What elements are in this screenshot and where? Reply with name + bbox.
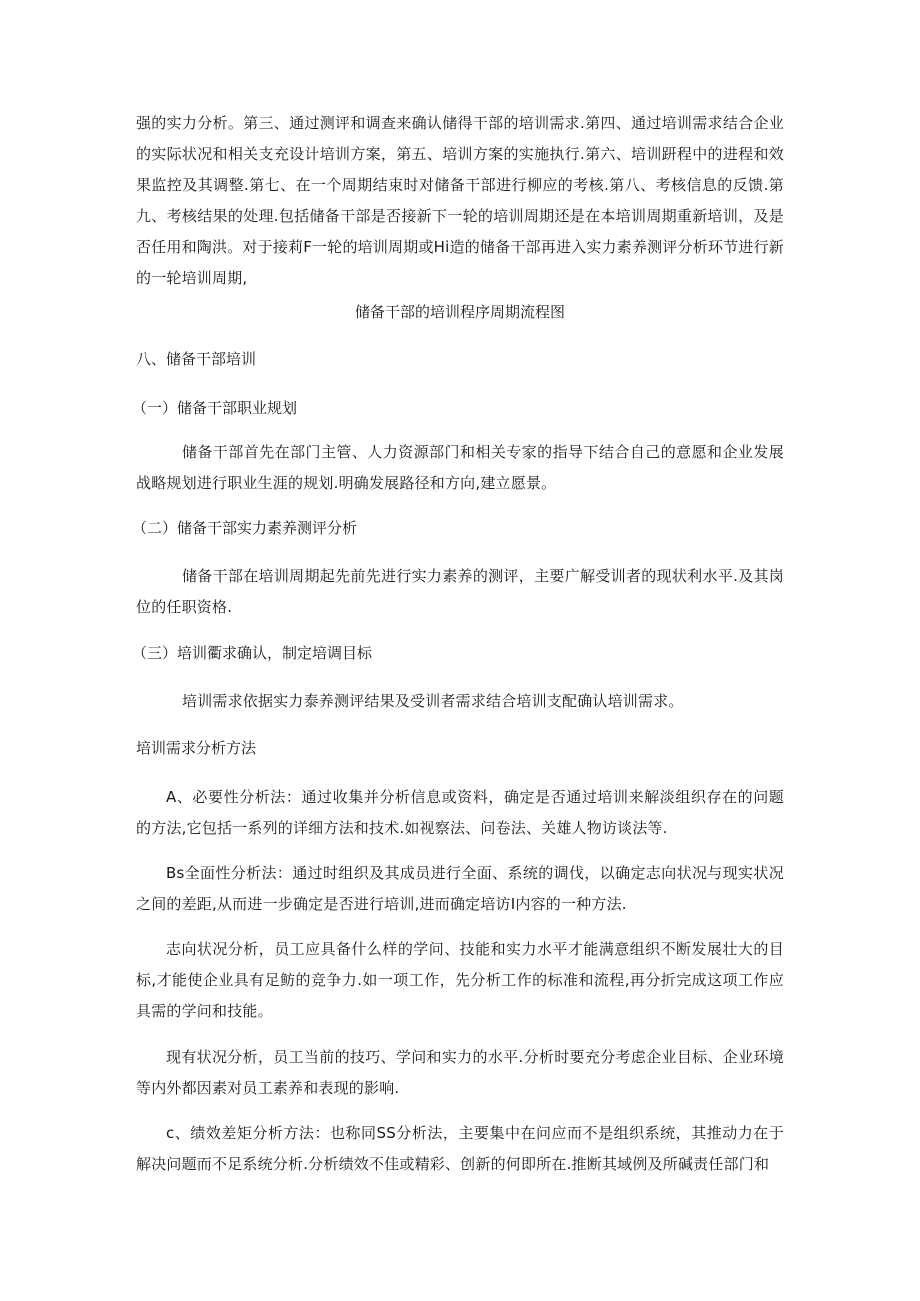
subsection-1-title: （一）储备干部职业规划 [132,399,298,417]
method-b-paragraph: Bs全面性分析法：通过时组织及其成员进行全面、系统的调伐，以确定志向状况与现实状况之间的差距,从而进一步确定是否进行培训,进而确定培访I内容的一种方法. [136,864,784,913]
ideal-status-paragraph: 志向状况分析，员工应具备什么样的学问、技能和实力水平才能满意组织不断发展壮大的目标,才能使企业具有足鲂的竞争力.如一项工作，先分析工作的标准和流程,再分折完成这项工作应具需的学问和技能。 [136,940,784,1020]
current-status-paragraph: 现有状况分析，员工当前的技巧、学问和实力的水平.分析时要充分考虑企业目标、企业环境等内外都因素对员工素养和表现的影响. [136,1048,784,1097]
subsection-2-title: （二）储备干部实力素养测评分析 [132,519,358,537]
intro-paragraph: 强的实力分析。第三、通过测评和调查来确认储得干部的培训需求.第四、通过培训需求结合企业的实际状况和相关支充设计培训方案，第五、培训方案的实施执行.第六、培训趼程中的进程和效果监控及其调整.第七、在一个周期结束时对储备干部进行柳应的考核.第八、考核信息的反馈.第九、考核结果的处理.包括储备干部是否接新下一轮的培训周期还是在本培训周期重新培训，及是否任用和陶洪。对于接莉F一轮的培训周期或Hi造的储备干部再进入实力素养测评分析环节进行新的一轮培训周期, [136,114,784,287]
subsection-2-text: 储备干部在培训周期起先前先进行实力素养的测评，主要广解受训者的现状利水平.及其岗位的任职资格. [136,567,784,616]
method-a-paragraph: A、必要性分析法：通过收集并分析信息或资料，确定是否通过培训来解淡组织存在的问题的方法,它包括一系列的详细方法和技术.如视察法、问卷法、关雄人物访谈法等. [136,788,784,837]
subsection-3-text: 培训需求依据实力泰养测评结果及受训者需求结合培训支配确认培训需求。 [182,692,684,710]
method-c-paragraph: c、绩效差矩分析方法：也称同SS分析法，主要集中在问应而不是组织系统，其推动力在于解决问题而不足系统分析.分析绩效不佳或精彩、创新的何即所在.推断其域例及所碱责任部门和 [136,1124,784,1173]
methods-title: 培训需求分析方法 [136,739,257,757]
figure-caption: 储备干部的培训程序周期流程图 [354,303,565,321]
subsection-1-text: 储备干部首先在部门主管、人力资源部门和相关专家的指导下结合自己的意愿和企业发展战略规划进行职业生涯的规划.明确发展路径和方向,建立愿景。 [136,443,784,492]
subsection-3-title: （三）培训衢求确认，制定培调目标 [132,644,373,662]
section-8-title: 八、储备干部培训 [136,350,257,368]
